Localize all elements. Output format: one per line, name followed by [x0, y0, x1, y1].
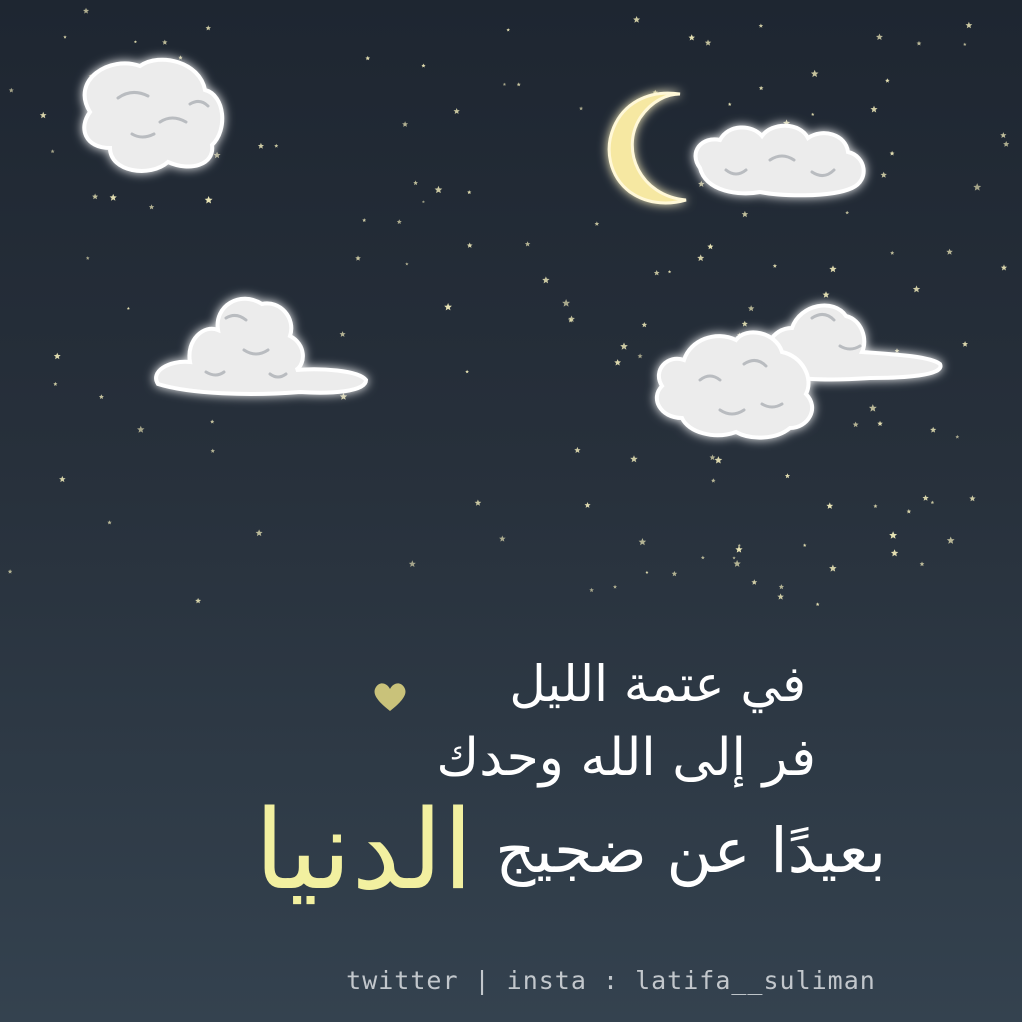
- star-icon: [9, 88, 14, 93]
- star-icon: [595, 221, 600, 225]
- star-icon: [955, 435, 959, 439]
- star-icon: [54, 353, 61, 360]
- quote-highlight-word: الدنيا: [254, 786, 474, 914]
- star-icon: [107, 520, 111, 524]
- star-icon: [1003, 141, 1009, 147]
- star-icon: [803, 543, 807, 546]
- star-icon: [923, 495, 929, 501]
- star-icon: [542, 276, 549, 283]
- star-icon: [742, 321, 748, 327]
- star-icon: [422, 200, 425, 203]
- star-icon: [742, 211, 749, 217]
- star-icon: [409, 560, 416, 567]
- star-icon: [8, 569, 13, 573]
- star-icon: [127, 307, 130, 310]
- star-icon: [40, 112, 47, 118]
- star-icon: [99, 394, 104, 399]
- star-icon: [869, 404, 877, 412]
- cloud-icon: [657, 306, 941, 438]
- star-icon: [205, 196, 213, 204]
- star-icon: [779, 584, 784, 589]
- star-icon: [873, 504, 877, 508]
- star-icon: [881, 172, 887, 178]
- star-icon: [705, 40, 712, 46]
- star-icon: [59, 476, 66, 482]
- star-icon: [178, 55, 182, 59]
- star-icon: [870, 106, 877, 113]
- star-icon: [421, 64, 425, 68]
- star-icon: [53, 382, 57, 386]
- star-icon: [83, 8, 89, 14]
- star-icon: [710, 454, 716, 460]
- star-icon: [811, 70, 819, 77]
- star-icon: [823, 291, 830, 298]
- star-icon: [697, 254, 704, 261]
- quote-line-3-text: بعيدًا عن ضجيج: [495, 814, 886, 887]
- star-icon: [946, 249, 953, 255]
- star-icon: [355, 255, 361, 260]
- quote-line-3: [254, 786, 886, 914]
- star-icon: [759, 86, 764, 90]
- star-icon: [845, 211, 849, 215]
- star-icon: [110, 194, 117, 201]
- star-icon: [947, 537, 955, 544]
- star-icon: [907, 509, 912, 514]
- star-icon: [444, 303, 452, 310]
- star-icon: [340, 393, 347, 400]
- star-icon: [589, 588, 594, 592]
- star-icon: [639, 538, 647, 545]
- star-icon: [853, 422, 859, 428]
- star-icon: [707, 244, 713, 250]
- star-icon: [1000, 132, 1006, 138]
- star-icon: [890, 251, 894, 255]
- star-icon: [137, 426, 145, 433]
- star-icon: [362, 218, 366, 222]
- star-icon: [92, 194, 98, 200]
- star-icon: [759, 24, 764, 28]
- star-icon: [210, 420, 214, 424]
- star-icon: [920, 562, 925, 567]
- star-icon: [475, 500, 482, 506]
- star-icon: [517, 82, 521, 86]
- star-icon: [86, 256, 90, 260]
- star-icon: [413, 180, 418, 185]
- cloud-icon: [696, 126, 864, 196]
- star-icon: [620, 343, 628, 350]
- star-icon: [211, 449, 216, 453]
- star-icon: [630, 455, 638, 462]
- star-icon: [574, 447, 580, 453]
- star-icon: [654, 270, 660, 275]
- star-icon: [525, 241, 531, 246]
- star-icon: [503, 83, 506, 86]
- star-icon: [889, 531, 897, 539]
- star-icon: [63, 35, 66, 38]
- star-icon: [913, 285, 920, 292]
- star-icon: [638, 353, 643, 358]
- star-icon: [701, 556, 705, 560]
- star-icon: [829, 265, 836, 272]
- star-icon: [689, 34, 696, 40]
- cloud-icon: [84, 60, 222, 171]
- quote-line-1: في عتمة الليل: [509, 655, 806, 713]
- star-icon: [711, 478, 716, 482]
- star-icon: [973, 183, 981, 191]
- star-icon: [728, 102, 732, 106]
- star-icon: [454, 108, 460, 114]
- star-icon: [467, 190, 471, 194]
- heart-icon: [372, 680, 408, 714]
- star-icon: [777, 593, 784, 599]
- star-icon: [162, 40, 167, 45]
- star-icon: [1001, 264, 1007, 270]
- star-icon: [149, 204, 154, 209]
- star-icon: [134, 40, 137, 43]
- star-icon: [773, 264, 777, 268]
- star-icon: [579, 106, 583, 110]
- star-icon: [195, 598, 201, 604]
- star-icon: [435, 186, 443, 193]
- star-icon: [930, 427, 936, 433]
- star-icon: [506, 28, 510, 31]
- star-icon: [931, 501, 935, 505]
- star-icon: [876, 34, 883, 41]
- star-icon: [963, 43, 966, 46]
- star-icon: [715, 456, 723, 463]
- star-icon: [829, 565, 837, 572]
- star-icon: [811, 113, 814, 116]
- star-icon: [256, 529, 263, 536]
- star-icon: [585, 502, 591, 508]
- star-icon: [402, 121, 408, 127]
- star-icon: [969, 495, 975, 501]
- social-handle-footer: [0, 966, 1022, 995]
- star-icon: [633, 16, 640, 23]
- star-icon: [365, 56, 370, 61]
- star-icon: [826, 502, 833, 509]
- star-icon: [962, 341, 968, 347]
- star-icon: [672, 571, 678, 576]
- star-icon: [562, 299, 570, 307]
- star-icon: [891, 549, 898, 556]
- star-icon: [214, 152, 221, 159]
- star-icon: [698, 181, 705, 187]
- star-icon: [645, 571, 648, 574]
- star-icon: [258, 143, 264, 149]
- star-icon: [734, 560, 741, 567]
- social-handle-text: twitter | insta : latifa__suliman: [346, 966, 876, 995]
- star-icon: [890, 151, 895, 156]
- star-icon: [785, 473, 790, 478]
- star-icon: [340, 331, 346, 337]
- quote-line-2: فر إلى الله وحدك: [436, 728, 816, 788]
- star-icon: [668, 270, 671, 273]
- star-icon: [206, 25, 211, 30]
- star-icon: [467, 243, 473, 248]
- star-icon: [966, 22, 973, 29]
- star-icon: [274, 144, 278, 148]
- star-icon: [735, 546, 742, 553]
- star-icon: [732, 556, 735, 559]
- cloud-icon: [156, 299, 366, 394]
- star-icon: [465, 370, 469, 374]
- star-icon: [885, 78, 890, 82]
- moon-icon: [609, 93, 686, 203]
- star-icon: [405, 262, 408, 265]
- star-icon: [748, 305, 755, 311]
- star-icon: [877, 421, 883, 426]
- star-icon: [51, 149, 55, 153]
- star-icon: [397, 219, 402, 224]
- star-icon: [614, 359, 621, 365]
- star-icon: [917, 41, 922, 46]
- star-icon: [642, 322, 648, 327]
- star-icon: [816, 602, 820, 606]
- star-icon: [895, 348, 900, 353]
- star-icon: [613, 585, 617, 589]
- star-icon: [499, 536, 506, 542]
- star-icon: [751, 579, 757, 585]
